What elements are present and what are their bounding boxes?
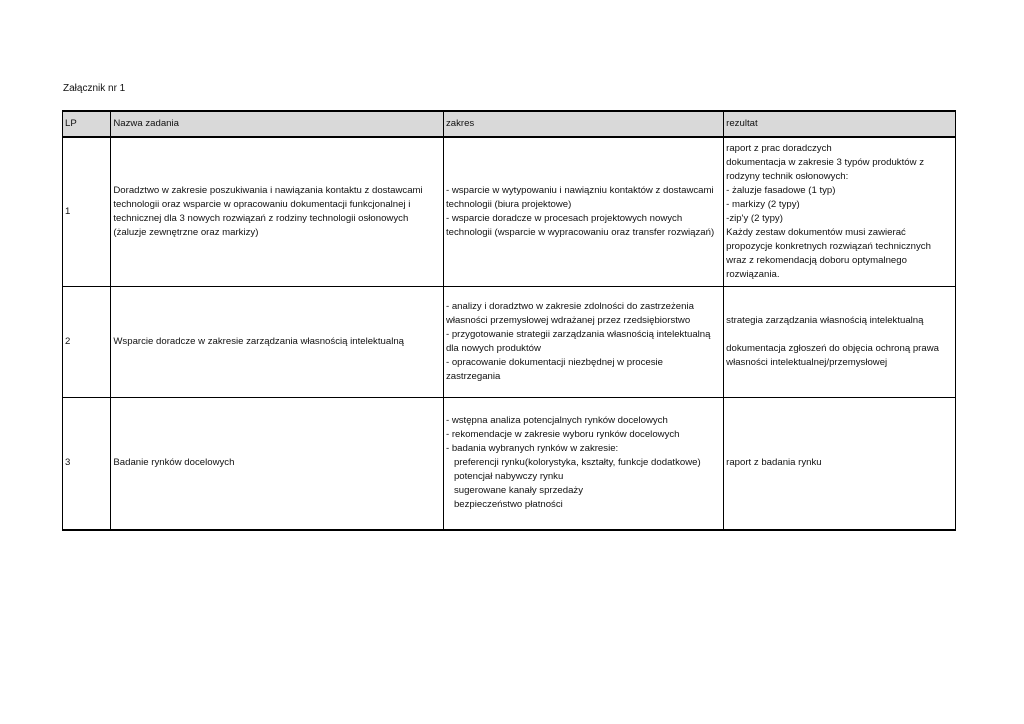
header-scope: zakres [443, 111, 723, 137]
text-line: technicznej dla 3 nowych rozwiązań z rodziny technologii osłonowych [113, 212, 409, 224]
header-lp: LP [63, 111, 111, 137]
table-row [63, 286, 956, 397]
text-line: preferencji rynku(kolorystyka, kształty, funkcje dodatkowe) [453, 457, 701, 469]
text-line: własności intelektualnej/przemysłowej [726, 356, 888, 368]
text-line: - analizy i doradztwo w zakresie zdolności do zastrzeżenia [445, 300, 694, 312]
text-line: Badanie rynków docelowych [113, 457, 235, 469]
text-line: - wstępna analiza potencjalnych rynków docelowych [445, 415, 668, 427]
scope-cell [443, 286, 723, 397]
row-number: 3 [63, 397, 111, 530]
table-header-row [63, 111, 956, 137]
text-line: - wsparcie doradcze w procesach projektowych nowych [445, 212, 683, 224]
text-line: - wsparcie w wytypowaniu i nawiązniu kontaktów z dostawcami [445, 184, 714, 196]
text-line: - żaluzje fasadowe (1 typ) [726, 184, 836, 196]
attachment-label: Załącznik nr 1 [63, 83, 126, 94]
header-task-name: Nazwa zadania [111, 111, 444, 137]
text-line: raport z badania rynku [726, 457, 822, 469]
text-line: technologii oraz wsparcie w opracowaniu dokumentacji funkcjonalnej i [113, 198, 411, 210]
task-name-cell [111, 397, 444, 530]
scope-cell [443, 137, 723, 286]
text-line: technologii (biura projektowe) [445, 198, 572, 210]
text-line: - rekomendacje w zakresie wyboru rynków docelowych [445, 429, 680, 441]
text-line: wraz z rekomendacją doboru optymalnego [726, 254, 907, 266]
result-cell [724, 397, 956, 530]
text-line: Każdy zestaw dokumentów musi zawierać [726, 226, 906, 238]
text-line: propozycje konkretnych rozwiązań technicznych [726, 240, 931, 252]
result-cell [724, 137, 956, 286]
text-line: potencjał nabywczy rynku [453, 471, 564, 483]
task-table [62, 110, 956, 531]
text-line: - opracowanie dokumentacji niezbędnej w procesie [445, 356, 664, 368]
text-line: dokumentacja w zakresie 3 typów produktów z [726, 156, 924, 168]
text-line: Wsparcie doradcze w zakresie zarządzania własnością intelektualną [113, 335, 404, 347]
text-line: dokumentacja zgłoszeń do objęcia ochroną prawa [726, 342, 939, 354]
text-line: zastrzegania [445, 370, 501, 382]
text-line: rozwiązania. [726, 268, 780, 280]
text-line: dla nowych produktów [445, 342, 541, 354]
table-row [63, 397, 956, 530]
text-line [726, 328, 954, 342]
row-number: 2 [63, 286, 111, 397]
text-line: technologii (wsparcie w wypracowaniu oraz transfer rozwiązań) [445, 226, 715, 238]
text-line: Doradztwo w zakresie poszukiwania i nawiązania kontaktu z dostawcami [113, 184, 423, 196]
text-line: sugerowane kanały sprzedaży [453, 485, 584, 497]
text-line: -zip'y (2 typy) [726, 212, 783, 224]
row-number: 1 [63, 137, 111, 286]
text-line: rodzyny technik osłonowych: [726, 170, 849, 182]
text-line: - przygotowanie strategii zarządzania własnością intelektualną [445, 328, 711, 340]
text-line: raport z prac doradczych [726, 142, 832, 154]
text-line: strategia zarządzania własnością intelektualną [726, 314, 924, 326]
text-line: własności przemysłowej wdrażanej przez rzedsiębiorstwo [445, 314, 691, 326]
text-line: bezpieczeństwo płatności [453, 499, 563, 511]
task-name-cell [111, 137, 444, 286]
table-row [63, 137, 956, 286]
text-line: - markizy (2 typy) [726, 198, 800, 210]
scope-cell [443, 397, 723, 530]
text-line: (żaluzje zewnętrzne oraz markizy) [113, 226, 259, 238]
text-line: - badania wybranych rynków w zakresie: [445, 443, 619, 455]
header-result: rezultat [724, 111, 956, 137]
result-cell [724, 286, 956, 397]
task-name-cell [111, 286, 444, 397]
